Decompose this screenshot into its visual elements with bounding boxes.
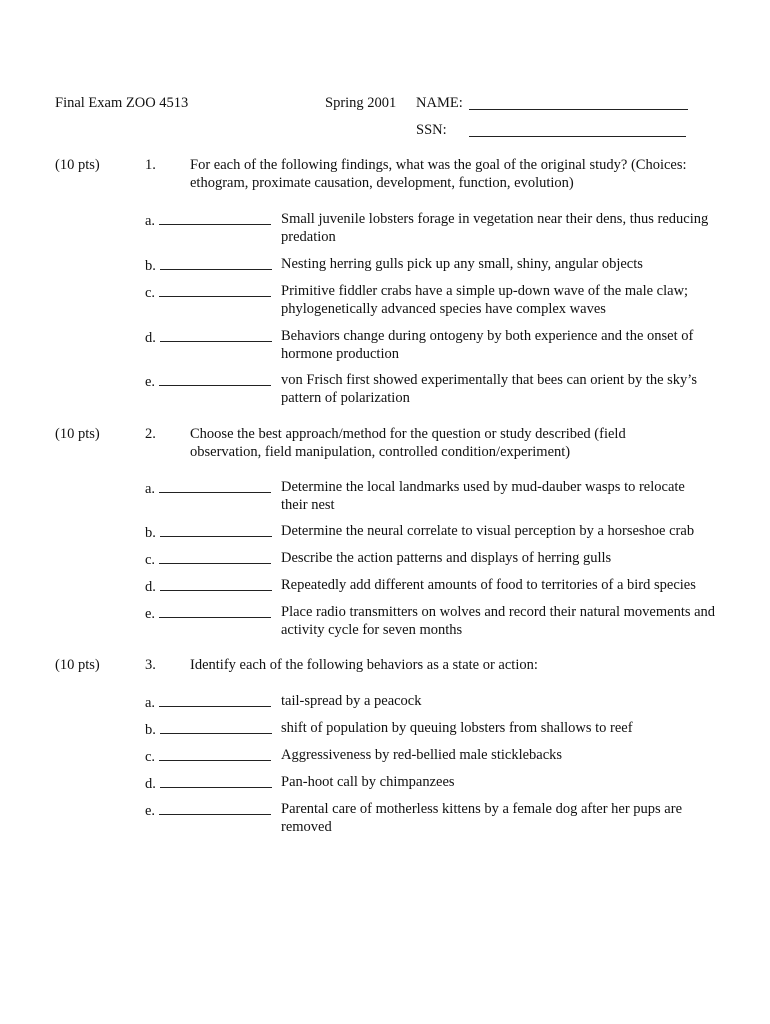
item-text: von Frisch first showed experimentally that bees can orient by the sky’s pattern of polarization (281, 372, 697, 406)
item-letter: b. (145, 255, 272, 275)
item-letter: e. (145, 371, 271, 391)
item-text: Aggressiveness by red-bellied male sticklebacks (281, 747, 563, 763)
question-number: 3. (145, 657, 156, 673)
item-text: Small juvenile lobsters forage in vegetation near their dens, thus reducing predation (281, 211, 709, 245)
answer-blank[interactable] (159, 746, 271, 761)
ssn-label: SSN: (416, 122, 447, 138)
item-text: shift of population by queuing lobsters from shallows to reef (281, 720, 633, 736)
answer-blank[interactable] (160, 773, 272, 788)
item-letter: e. (145, 800, 271, 820)
question-points: (10 pts) (55, 157, 100, 173)
answer-blank[interactable] (159, 282, 271, 297)
answer-blank[interactable] (159, 478, 271, 493)
item-letter: c. (145, 282, 271, 302)
answer-blank[interactable] (160, 719, 272, 734)
question-number: 1. (145, 157, 156, 173)
item-text: Pan-hoot call by chimpanzees (281, 774, 455, 790)
item-text: Primitive fiddler crabs have a simple up-down wave of the male claw; phylogenetically advanced species have complex waves (281, 283, 689, 317)
question-number: 2. (145, 426, 156, 442)
question-points: (10 pts) (55, 657, 100, 673)
item-text: Place radio transmitters on wolves and record their natural movements and activity cycle for seven months (281, 604, 716, 638)
answer-blank[interactable] (159, 210, 271, 225)
answer-blank[interactable] (160, 522, 272, 537)
term-label: Spring 2001 (325, 95, 397, 111)
answer-blank[interactable] (159, 692, 271, 707)
item-letter: a. (145, 210, 271, 230)
answer-blank[interactable] (159, 800, 271, 815)
item-letter: e. (145, 603, 271, 623)
question-points: (10 pts) (55, 426, 100, 442)
answer-blank[interactable] (159, 371, 271, 386)
item-text: Nesting herring gulls pick up any small, shiny, angular objects (281, 256, 643, 272)
ssn-field[interactable] (469, 122, 686, 137)
item-letter: c. (145, 549, 271, 569)
answer-blank[interactable] (159, 603, 271, 618)
item-text: Determine the local landmarks used by mud-dauber wasps to relocate their nest (281, 479, 685, 513)
answer-blank[interactable] (160, 327, 272, 342)
item-text: Parental care of motherless kittens by a female dog after her pups are removed (281, 801, 683, 835)
item-letter: c. (145, 746, 271, 766)
item-letter: b. (145, 522, 272, 542)
item-text: Repeatedly add different amounts of food to territories of a bird species (281, 577, 696, 593)
question-prompt: For each of the following findings, what was the goal of the original study? (Choices: ethogram, proximate causation, development, function, evolution) (190, 157, 687, 191)
answer-blank[interactable] (160, 255, 272, 270)
name-label: NAME: (416, 95, 463, 111)
course-title: Final Exam ZOO 4513 (55, 95, 189, 111)
item-letter: d. (145, 327, 272, 347)
answer-blank[interactable] (159, 549, 271, 564)
item-text: tail-spread by a peacock (281, 693, 422, 709)
item-text: Behaviors change during ontogeny by both experience and the onset of hormone production (281, 328, 694, 362)
item-letter: b. (145, 719, 272, 739)
item-letter: d. (145, 576, 272, 596)
item-letter: a. (145, 478, 271, 498)
item-text: Describe the action patterns and displays of herring gulls (281, 550, 612, 566)
item-letter: a. (145, 692, 271, 712)
question-prompt: Choose the best approach/method for the question or study described (field observation, field manipulation, controlled condition/experiment) (190, 426, 626, 460)
item-text: Determine the neural correlate to visual perception by a horseshoe crab (281, 523, 695, 539)
item-letter: d. (145, 773, 272, 793)
answer-blank[interactable] (160, 576, 272, 591)
question-prompt: Identify each of the following behaviors as a state or action: (190, 657, 538, 673)
name-field[interactable] (469, 95, 688, 110)
